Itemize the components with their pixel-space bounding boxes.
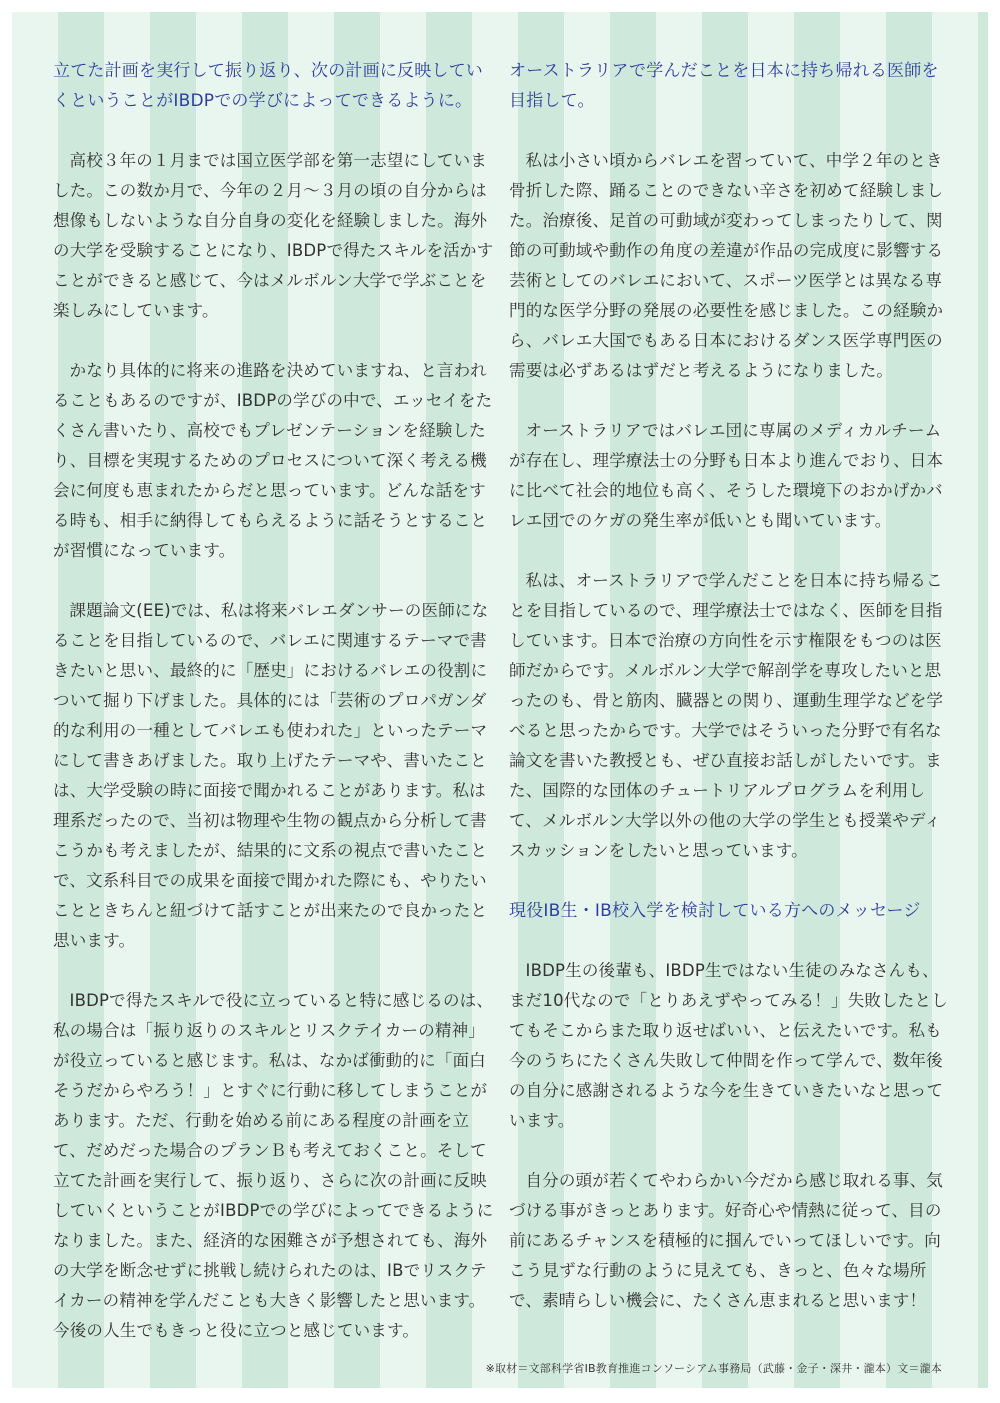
right-paragraph-2: オーストラリアではバレエ団に専属のメディカルチームが存在し、理学療法士の分野も日本より進んでおり、日本に比べて社会的地位も高く、そうした環境下のおかげかバレエ団でのケガの発生率が低いとも聞いています。: [509, 421, 944, 530]
page-background: [12, 12, 988, 1388]
left-heading: 立てた計画を実行して振り返り、次の計画に反映していくということがIBDPでの学びによってできるように。: [53, 61, 483, 111]
left-column: [53, 56, 498, 1346]
message-paragraph-1: IBDP生の後輩も、IBDP生ではない生徒のみなさんも、まだ10代なので「とりあえずやってみる！」失敗したとしてもそこからまた取り返せばいい、と伝えたいです。私も今のうちにたくさん失敗して仲間を作って学んで、数年後の自分に感謝されるような今を生きていきたいなと思っています。: [509, 961, 948, 1130]
right-column: [509, 56, 954, 1316]
left-paragraph-3: 課題論文(EE)では、私は将来バレエダンサーの医師になることを目指しているので、バレエに関連するテーマで書きたいと思い、最終的に「歴史」におけるバレエの役割について掘り下げました。具体的には「芸術のプロパガンダ的な利用の一種としてバレエも使われた」といったテーマにして書きあげました。取り上げたテーマや、書いたことは、大学受験の時に面接で聞かれることがあります。私は理系だったので、当初は物理や生物の観点から分析して書こうかも考えましたが、結果的に文系の視点で書いたことで、文系科目での成果を面接で聞かれた際にも、やりたいことときちんと紐づけて話すことが出来たので良かったと思います。: [53, 601, 489, 950]
right-paragraph-3: 私は、オーストラリアで学んだことを日本に持ち帰ることを目指しているので、理学療法士ではなく、医師を目指しています。日本で治療の方向性を示す権限をもつのは医師だからです。メルボルン大学で解剖学を専攻したいと思ったのも、骨と筋肉、臓器との関り、運動生理学などを学べると思ったからです。大学ではそういった分野で有名な論文を書いた教授とも、ぜひ直接お話しがしたいです。また、国際的な団体のチュートリアルプログラムを利用して、メルボルン大学以外の他の大学の学生とも授業やディスカッションをしたいと思っています。: [509, 571, 944, 860]
message-paragraph-2: 自分の頭が若くてやわらかい今だから感じ取れる事、気づける事がきっとあります。好奇心や情熱に従って、目の前にあるチャンスを積極的に掴んでいってほしいです。向こう見ずな行動のように見えても、きっと、色々な場所で、素晴らしい機会に、たくさん恵まれると思います！: [509, 1171, 943, 1310]
left-paragraph-1: 高校３年の１月までは国立医学部を第一志望にしていました。この数か月で、今年の２月～３月の頃の自分からは想像もしないような自分自身の変化を経験しました。海外の大学を受験することになり、IBDPで得たスキルを活かすことができると感じて、今はメルボルン大学で学ぶことを楽しみにしています。: [53, 151, 494, 320]
right-heading: オーストラリアで学んだことを日本に持ち帰れる医師を目指して。: [509, 61, 939, 111]
credit-line: ※取材＝文部科学省IB教育推進コンソーシアム事務局（武藤・金子・深井・瀧本）文＝瀧本: [485, 1362, 942, 1375]
left-paragraph-4: IBDPで得たスキルで役に立っていると特に感じるのは、私の場合は「振り返りのスキルとリスクテイカーの精神」が役立っていると感じます。私は、なかば衝動的に「面白そうだからやろう！」とすぐに行動に移してしまうことがあります。ただ、行動を始める前にある程度の計画を立て、だめだった場合のプランＢも考えておくこと。そして立てた計画を実行して、振り返り、さらに次の計画に反映していくということがIBDPでの学びによってできるようになりました。また、経済的な困難さが予想されても、海外の大学を断念せずに挑戦し続けられたのは、IBでリスクテイカーの精神を学んだことも大きく影響したと思います。今後の人生でもきっと役に立つと感じています。: [53, 991, 494, 1340]
right-paragraph-1: 私は小さい頃からバレエを習っていて、中学２年のとき骨折した際、踊ることのできない辛さを初めて経験しました。治療後、足首の可動域が変わってしまったりして、関節の可動域や動作の角度の差違が作品の完成度に影響する芸術としてのバレエにおいて、スポーツ医学とは異なる専門的な医学分野の発展の必要性を感じました。この経験から、バレエ大国でもある日本におけるダンス医学専門医の需要は必ずあるはずだと考えるようになりました。: [509, 151, 944, 380]
left-paragraph-2: かなり具体的に将来の進路を決めていますね、と言われることもあるのですが、IBDPの学びの中で、エッセイをたくさん書いたり、高校でもプレゼンテーションを経験したり、目標を実現するためのプロセスについて深く考える機会に何度も恵まれたからだと思っています。どんな話をする時も、相手に納得してもらえるように話そうとすることが習慣になっています。: [53, 361, 493, 560]
message-heading: 現役IB生・IB校入学を検討している方へのメッセージ: [509, 901, 921, 921]
